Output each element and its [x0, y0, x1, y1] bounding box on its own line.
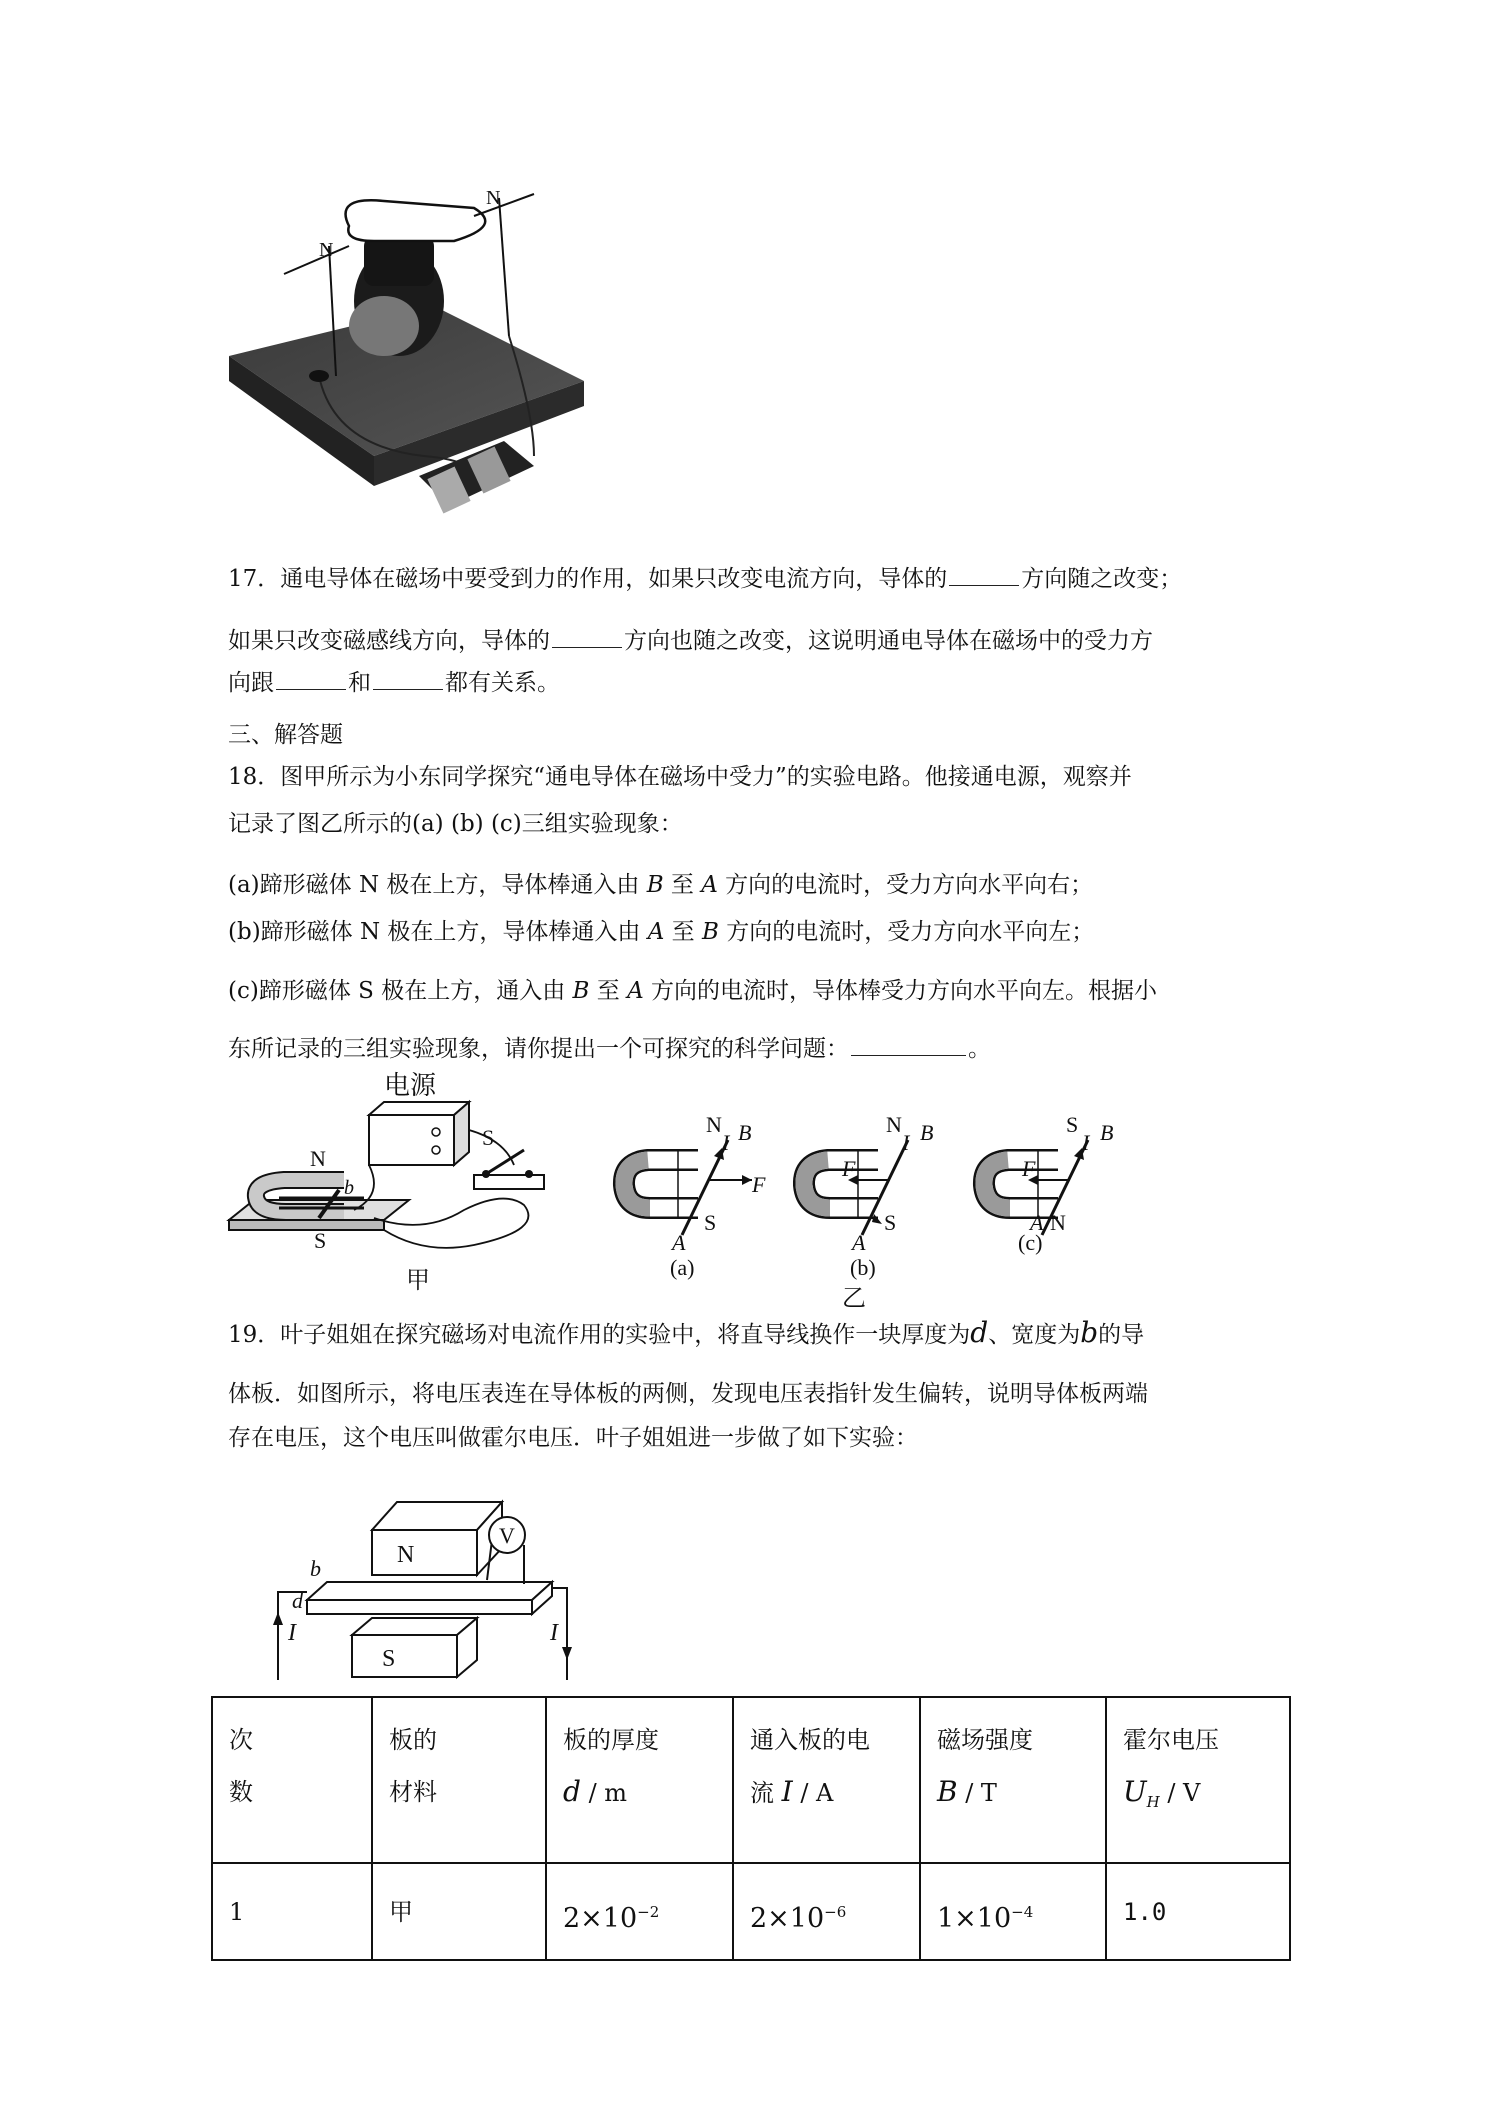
q18-figure-jia: [224, 1070, 564, 1300]
q17-line-1: 17．通电导体在磁场中要受到力的作用，如果只改变电流方向，导体的 方向随之改变；: [228, 563, 1182, 595]
q17-stand-label-right: N: [486, 187, 501, 209]
magnet-N-block: [372, 1530, 477, 1575]
label-d: d: [292, 1588, 303, 1613]
conductor-plate: [307, 1582, 552, 1600]
q18-line-2: 记录了图乙所示的(a) (b) (c)三组实验现象：: [228, 811, 683, 837]
header-current: 通入板的电 流 I / A: [733, 1697, 920, 1863]
section-heading: 三、解答题: [228, 722, 343, 748]
cell-material: 甲: [372, 1863, 546, 1960]
q17-line-2: 如果只改变磁感线方向，导体的 方向也随之改变，这说明通电导体在磁场中的受力方: [228, 625, 1153, 657]
q19-line-2: 体板．如图所示，将电压表连在导体板的两侧，发现电压表指针发生偏转，说明导体板两端: [228, 1381, 1148, 1407]
table-row: [212, 1863, 1290, 1960]
yi-panel-a: [624, 1112, 766, 1280]
q17-blank-4[interactable]: [373, 667, 443, 690]
jia-switch-label: S: [482, 1125, 495, 1150]
yi-a-A: A: [672, 1230, 686, 1255]
magnet-S-block: [352, 1635, 457, 1677]
power-supply-box: [369, 1115, 454, 1165]
voltmeter-label: V: [499, 1523, 515, 1548]
q18-answer-blank[interactable]: [851, 1033, 966, 1056]
yi-a-label: (a): [670, 1255, 695, 1280]
q18-figure-yi: [610, 1110, 1170, 1310]
cell-trial: 1: [212, 1863, 372, 1960]
q19-hall-figure: [262, 1480, 582, 1680]
q17-line-3: 向跟 和 都有关系。: [228, 667, 560, 699]
yi-b-B: B: [920, 1120, 934, 1145]
table-header-row: [212, 1697, 1290, 1863]
yi-b-top: N: [886, 1112, 902, 1137]
yi-caption: 乙: [842, 1286, 866, 1310]
yi-c-F: F: [1022, 1156, 1036, 1181]
q17-apparatus-photo: [224, 186, 594, 536]
jia-rod-b: b: [344, 1177, 354, 1199]
yi-c-bottom: N: [1050, 1210, 1066, 1235]
header-field: 磁场强度 B / T: [920, 1697, 1106, 1863]
q17-blank-1[interactable]: [949, 563, 1019, 586]
q17-blank-2[interactable]: [552, 625, 622, 648]
yi-c-A: A: [1030, 1210, 1044, 1235]
yi-c-I: I: [1082, 1130, 1090, 1155]
header-material: 板的 材料: [372, 1697, 546, 1863]
cell-current: $2\times 10^{-6}$: [733, 1863, 920, 1960]
yi-a-F: F: [752, 1172, 766, 1197]
yi-b-F: F: [842, 1156, 856, 1181]
yi-panel-b: [804, 1112, 933, 1280]
label-I-left: I: [288, 1620, 296, 1646]
label-b: b: [310, 1556, 321, 1581]
q17-stand-label-left: N: [319, 239, 334, 261]
jia-power-label: 电源: [384, 1071, 437, 1100]
yi-c-B: B: [1100, 1120, 1114, 1145]
yi-b-label: (b): [850, 1255, 876, 1280]
q17-blank-3[interactable]: [276, 667, 346, 690]
magnet-S-label: S: [382, 1646, 396, 1672]
q18-line-1: 18．图甲所示为小东同学探究“通电导体在磁场中受力”的实验电路。他接通电源，观察并: [228, 764, 1132, 790]
yi-b-A: A: [852, 1230, 866, 1255]
yi-a-I: I: [722, 1130, 730, 1155]
q18-item-a: (a)蹄形磁体 N 极在上方，导体棒通入由 B 至 A 方向的电流时，受力方向水平向右；: [228, 872, 1094, 898]
cell-field: $1\times 10^{-4}$: [920, 1863, 1106, 1960]
yi-a-bottom: S: [704, 1210, 717, 1235]
header-trial: 次 数: [212, 1697, 372, 1863]
jia-magnet-S: S: [314, 1228, 327, 1253]
yi-a-B: B: [738, 1120, 752, 1145]
q18-item-c: (c)蹄形磁体 S 极在上方，通入由 B 至 A 方向的电流时，导体棒受力方向水平向左。根据小: [228, 978, 1157, 1004]
yi-a-top: N: [706, 1112, 722, 1137]
jia-magnet-N: N: [310, 1146, 326, 1171]
yi-panel-c: [984, 1112, 1113, 1255]
yi-b-bottom: S: [884, 1210, 897, 1235]
q18-item-b: (b)蹄形磁体 N 极在上方，导体棒通入由 A 至 B 方向的电流时，受力方向水平向左；: [228, 919, 1095, 945]
q18-question-line: 东所记录的三组实验现象，请你提出一个可探究的科学问题： 。: [228, 1033, 991, 1065]
yi-c-label: (c): [1018, 1230, 1043, 1255]
hall-data-table: [211, 1696, 1291, 1961]
q19-line-1: 19．叶子姐姐在探究磁场对电流作用的实验中，将直导线换作一块厚度为d、宽度为b的导: [228, 1316, 1145, 1349]
cell-thickness: $2\times 10^{-2}$: [546, 1863, 733, 1960]
header-thickness: 板的厚度 d / m: [546, 1697, 733, 1863]
yi-c-top: S: [1066, 1112, 1079, 1137]
cell-voltage: 1.0: [1106, 1863, 1290, 1960]
yi-b-I: I: [902, 1130, 910, 1155]
magnet-N-label: N: [397, 1542, 415, 1568]
q19-line-3: 存在电压，这个电压叫做霍尔电压．叶子姐姐进一步做了如下实验：: [228, 1425, 918, 1451]
label-I-right: I: [550, 1620, 558, 1646]
header-voltage: 霍尔电压 $U_H$ / V: [1106, 1697, 1290, 1863]
jia-caption: 甲: [406, 1268, 430, 1294]
